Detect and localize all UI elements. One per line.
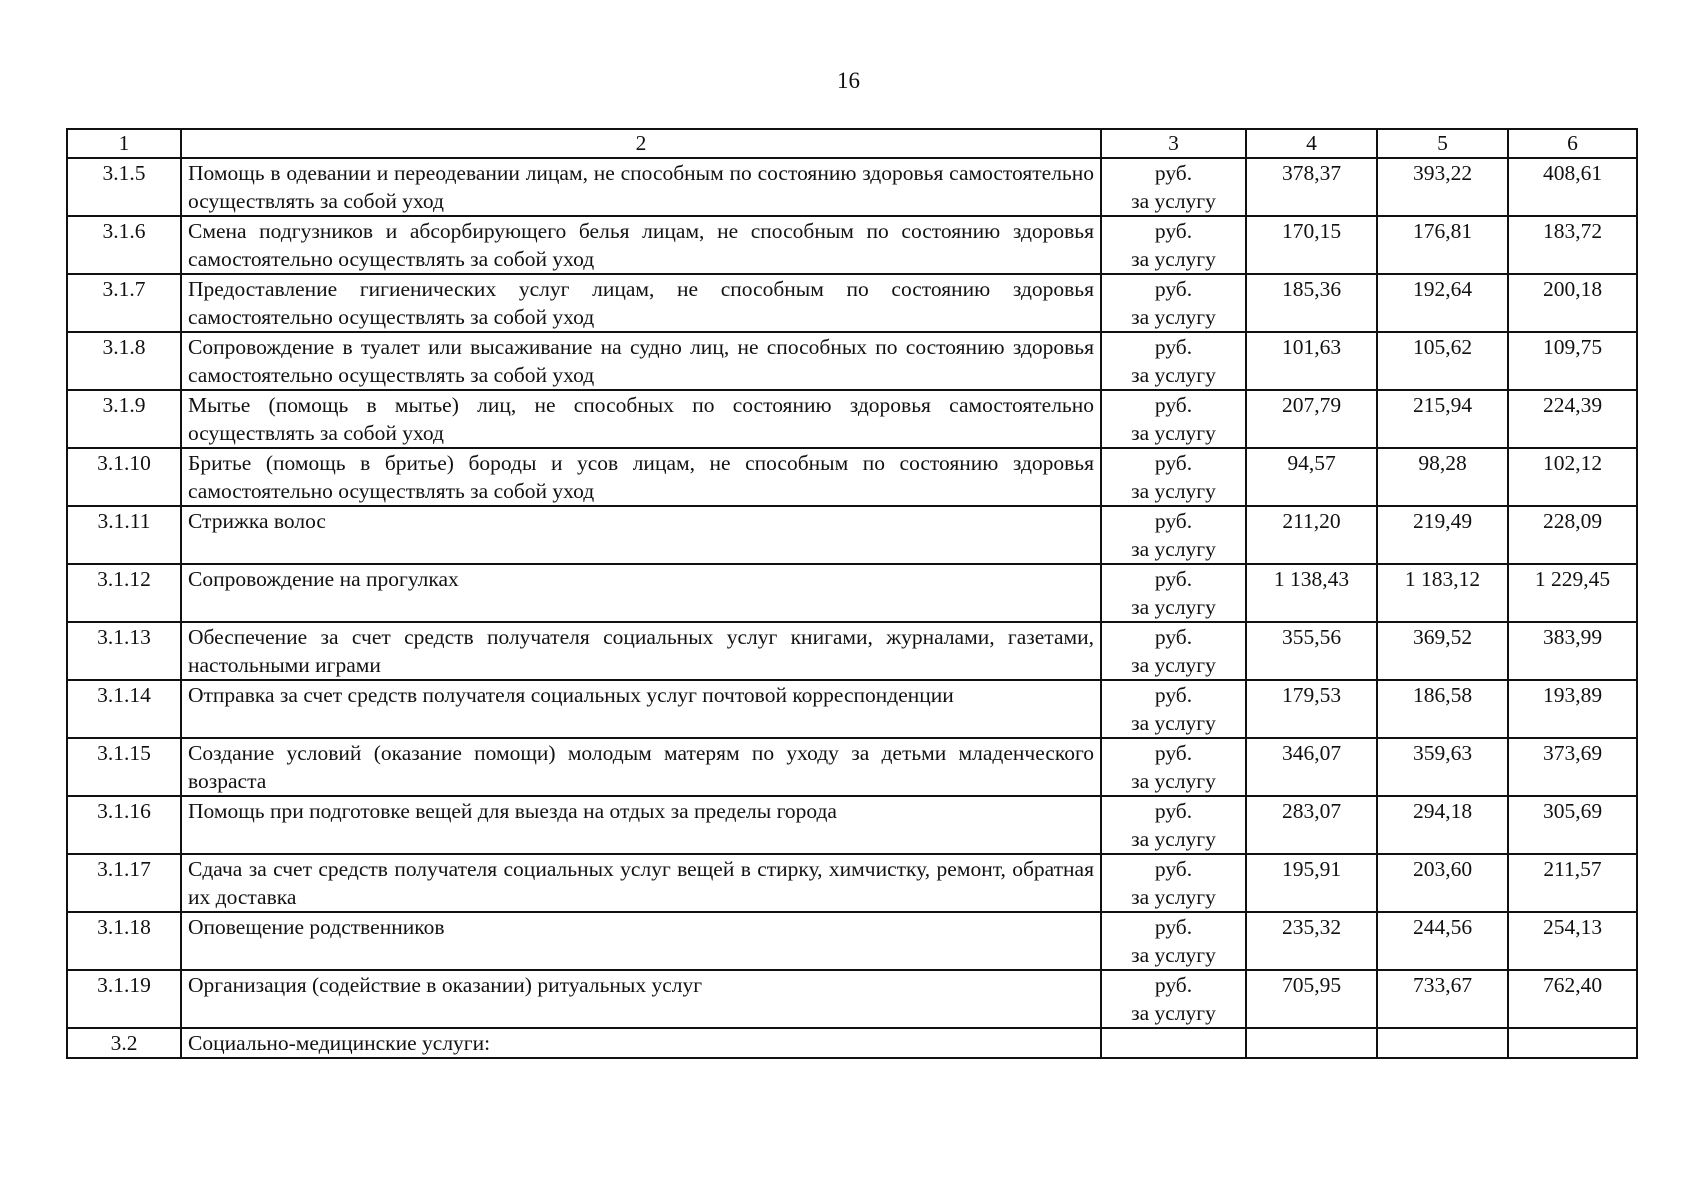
price-col-6: 373,69 bbox=[1508, 738, 1637, 796]
unit-cell bbox=[1101, 912, 1246, 970]
price-col-5: 192,64 bbox=[1377, 274, 1508, 332]
unit-cell bbox=[1101, 506, 1246, 564]
price-col-4: 185,36 bbox=[1246, 274, 1377, 332]
price-col-4: 378,37 bbox=[1246, 158, 1377, 216]
unit-per-service: за услугу bbox=[1131, 421, 1216, 445]
service-description: Смена подгузников и абсорбирующего белья лицам, не способным по состоянию здоровья самостоятельно осуществлять за собой уход bbox=[181, 216, 1101, 274]
service-description: Стрижка волос bbox=[181, 506, 1101, 564]
table-row bbox=[67, 854, 1637, 912]
unit-currency: руб. bbox=[1154, 683, 1193, 707]
table-row bbox=[67, 680, 1637, 738]
unit-cell bbox=[1101, 970, 1246, 1028]
item-number: 3.1.16 bbox=[67, 796, 181, 854]
unit-cell bbox=[1101, 332, 1246, 390]
column-header-3: 3 bbox=[1101, 129, 1246, 158]
column-header-4: 4 bbox=[1246, 129, 1377, 158]
service-description: Создание условий (оказание помощи) молодым матерям по уходу за детьми младенческого возраста bbox=[181, 738, 1101, 796]
service-description: Предоставление гигиенических услуг лицам, не способным по состоянию здоровья самостоятельно осуществлять за собой уход bbox=[181, 274, 1101, 332]
price-col-6: 193,89 bbox=[1508, 680, 1637, 738]
column-header-1: 1 bbox=[67, 129, 181, 158]
price-col-5: 1 183,12 bbox=[1377, 564, 1508, 622]
column-header-6: 6 bbox=[1508, 129, 1637, 158]
unit-currency: руб. bbox=[1154, 335, 1193, 359]
price-col-6: 183,72 bbox=[1508, 216, 1637, 274]
price-col-4: 170,15 bbox=[1246, 216, 1377, 274]
price-col-6: 305,69 bbox=[1508, 796, 1637, 854]
table-row bbox=[67, 390, 1637, 448]
unit-currency: руб. bbox=[1154, 451, 1193, 475]
service-description: Обеспечение за счет средств получателя социальных услуг книгами, журналами, газетами, настольными играми bbox=[181, 622, 1101, 680]
price-table bbox=[66, 128, 1638, 1059]
item-number: 3.1.14 bbox=[67, 680, 181, 738]
unit-cell bbox=[1101, 738, 1246, 796]
unit-currency: руб. bbox=[1154, 277, 1193, 301]
service-description: Помощь при подготовке вещей для выезда на отдых за пределы города bbox=[181, 796, 1101, 854]
item-number: 3.1.13 bbox=[67, 622, 181, 680]
table-header-row bbox=[67, 129, 1637, 158]
unit-per-service: за услугу bbox=[1131, 479, 1216, 503]
item-number: 3.1.12 bbox=[67, 564, 181, 622]
table-row bbox=[67, 332, 1637, 390]
price-col-5: 215,94 bbox=[1377, 390, 1508, 448]
price-col-5: 105,62 bbox=[1377, 332, 1508, 390]
price-col-4: 235,32 bbox=[1246, 912, 1377, 970]
item-number: 3.1.6 bbox=[67, 216, 181, 274]
price-col-5: 733,67 bbox=[1377, 970, 1508, 1028]
section-row bbox=[67, 1028, 1637, 1058]
price-col-4: 346,07 bbox=[1246, 738, 1377, 796]
section-title: Социально-медицинские услуги: bbox=[181, 1028, 1101, 1058]
price-col-6: 762,40 bbox=[1508, 970, 1637, 1028]
price-col-4: 283,07 bbox=[1246, 796, 1377, 854]
service-description: Организация (содействие в оказании) ритуальных услуг bbox=[181, 970, 1101, 1028]
item-number: 3.1.19 bbox=[67, 970, 181, 1028]
service-description: Сопровождение на прогулках bbox=[181, 564, 1101, 622]
price-col-5: 369,52 bbox=[1377, 622, 1508, 680]
price-col-5: 98,28 bbox=[1377, 448, 1508, 506]
unit-per-service: за услугу bbox=[1131, 363, 1216, 387]
price-col-4: 355,56 bbox=[1246, 622, 1377, 680]
unit-per-service: за услугу bbox=[1131, 189, 1216, 213]
unit-per-service: за услугу bbox=[1131, 885, 1216, 909]
unit-currency: руб. bbox=[1154, 219, 1193, 243]
table-row bbox=[67, 970, 1637, 1028]
unit-per-service: за услугу bbox=[1131, 711, 1216, 735]
price-col-6: 408,61 bbox=[1508, 158, 1637, 216]
price-col-4: 207,79 bbox=[1246, 390, 1377, 448]
unit-cell bbox=[1101, 796, 1246, 854]
unit-cell bbox=[1101, 854, 1246, 912]
unit-currency: руб. bbox=[1154, 915, 1193, 939]
unit-currency: руб. bbox=[1154, 161, 1193, 185]
unit-per-service: за услугу bbox=[1131, 769, 1216, 793]
unit-cell bbox=[1101, 622, 1246, 680]
item-number: 3.1.17 bbox=[67, 854, 181, 912]
table-row bbox=[67, 506, 1637, 564]
column-header-5: 5 bbox=[1377, 129, 1508, 158]
empty-cell bbox=[1101, 1028, 1246, 1058]
price-col-4: 179,53 bbox=[1246, 680, 1377, 738]
unit-currency: руб. bbox=[1154, 393, 1193, 417]
empty-cell bbox=[1508, 1028, 1637, 1058]
table-row bbox=[67, 158, 1637, 216]
empty-cell bbox=[1246, 1028, 1377, 1058]
unit-cell bbox=[1101, 448, 1246, 506]
unit-currency: руб. bbox=[1154, 799, 1193, 823]
unit-per-service: за услугу bbox=[1131, 943, 1216, 967]
price-col-6: 254,13 bbox=[1508, 912, 1637, 970]
unit-currency: руб. bbox=[1154, 625, 1193, 649]
price-col-5: 219,49 bbox=[1377, 506, 1508, 564]
item-number: 3.1.15 bbox=[67, 738, 181, 796]
price-col-4: 195,91 bbox=[1246, 854, 1377, 912]
price-col-5: 186,58 bbox=[1377, 680, 1508, 738]
unit-per-service: за услугу bbox=[1131, 595, 1216, 619]
price-col-5: 393,22 bbox=[1377, 158, 1508, 216]
table-row bbox=[67, 448, 1637, 506]
service-description: Мытье (помощь в мытье) лиц, не способных по состоянию здоровья самостоятельно осуществлять за собой уход bbox=[181, 390, 1101, 448]
table-row bbox=[67, 216, 1637, 274]
price-col-6: 228,09 bbox=[1508, 506, 1637, 564]
unit-cell bbox=[1101, 564, 1246, 622]
item-number: 3.1.9 bbox=[67, 390, 181, 448]
price-col-5: 176,81 bbox=[1377, 216, 1508, 274]
item-number: 3.1.11 bbox=[67, 506, 181, 564]
unit-per-service: за услугу bbox=[1131, 653, 1216, 677]
table-row bbox=[67, 796, 1637, 854]
price-col-6: 224,39 bbox=[1508, 390, 1637, 448]
column-header-2: 2 bbox=[181, 129, 1101, 158]
price-col-5: 294,18 bbox=[1377, 796, 1508, 854]
unit-currency: руб. bbox=[1154, 509, 1193, 533]
price-col-5: 359,63 bbox=[1377, 738, 1508, 796]
unit-cell bbox=[1101, 216, 1246, 274]
unit-per-service: за услугу bbox=[1131, 1001, 1216, 1025]
section-number: 3.2 bbox=[67, 1028, 181, 1058]
price-col-5: 203,60 bbox=[1377, 854, 1508, 912]
unit-currency: руб. bbox=[1154, 857, 1193, 881]
unit-per-service: за услугу bbox=[1131, 537, 1216, 561]
unit-cell bbox=[1101, 390, 1246, 448]
price-col-4: 705,95 bbox=[1246, 970, 1377, 1028]
price-col-4: 211,20 bbox=[1246, 506, 1377, 564]
table-row bbox=[67, 274, 1637, 332]
unit-cell bbox=[1101, 274, 1246, 332]
service-description: Сдача за счет средств получателя социальных услуг вещей в стирку, химчистку, ремонт, обратная их доставка bbox=[181, 854, 1101, 912]
price-col-6: 1 229,45 bbox=[1508, 564, 1637, 622]
price-col-4: 94,57 bbox=[1246, 448, 1377, 506]
service-description: Сопровождение в туалет или высаживание на судно лиц, не способных по состоянию здоровья самостоятельно осуществлять за собой уход bbox=[181, 332, 1101, 390]
price-col-4: 101,63 bbox=[1246, 332, 1377, 390]
item-number: 3.1.5 bbox=[67, 158, 181, 216]
unit-currency: руб. bbox=[1154, 567, 1193, 591]
item-number: 3.1.7 bbox=[67, 274, 181, 332]
item-number: 3.1.18 bbox=[67, 912, 181, 970]
page-number: 16 bbox=[837, 68, 860, 93]
table-row bbox=[67, 912, 1637, 970]
unit-per-service: за услугу bbox=[1131, 827, 1216, 851]
empty-cell bbox=[1377, 1028, 1508, 1058]
item-number: 3.1.10 bbox=[67, 448, 181, 506]
table-row bbox=[67, 564, 1637, 622]
price-col-6: 383,99 bbox=[1508, 622, 1637, 680]
service-description: Бритье (помощь в бритье) бороды и усов лицам, не способным по состоянию здоровья самостоятельно осуществлять за собой уход bbox=[181, 448, 1101, 506]
unit-currency: руб. bbox=[1154, 741, 1193, 765]
service-description: Помощь в одевании и переодевании лицам, не способным по состоянию здоровья самостоятельно осуществлять за собой уход bbox=[181, 158, 1101, 216]
service-description: Оповещение родственников bbox=[181, 912, 1101, 970]
table-row bbox=[67, 738, 1637, 796]
unit-cell bbox=[1101, 158, 1246, 216]
price-col-5: 244,56 bbox=[1377, 912, 1508, 970]
unit-cell bbox=[1101, 680, 1246, 738]
price-col-6: 200,18 bbox=[1508, 274, 1637, 332]
price-col-6: 102,12 bbox=[1508, 448, 1637, 506]
service-description: Отправка за счет средств получателя социальных услуг почтовой корреспонденции bbox=[181, 680, 1101, 738]
price-col-6: 109,75 bbox=[1508, 332, 1637, 390]
price-col-6: 211,57 bbox=[1508, 854, 1637, 912]
unit-per-service: за услугу bbox=[1131, 305, 1216, 329]
table-row bbox=[67, 622, 1637, 680]
unit-per-service: за услугу bbox=[1131, 247, 1216, 271]
item-number: 3.1.8 bbox=[67, 332, 181, 390]
unit-currency: руб. bbox=[1154, 973, 1193, 997]
price-col-4: 1 138,43 bbox=[1246, 564, 1377, 622]
